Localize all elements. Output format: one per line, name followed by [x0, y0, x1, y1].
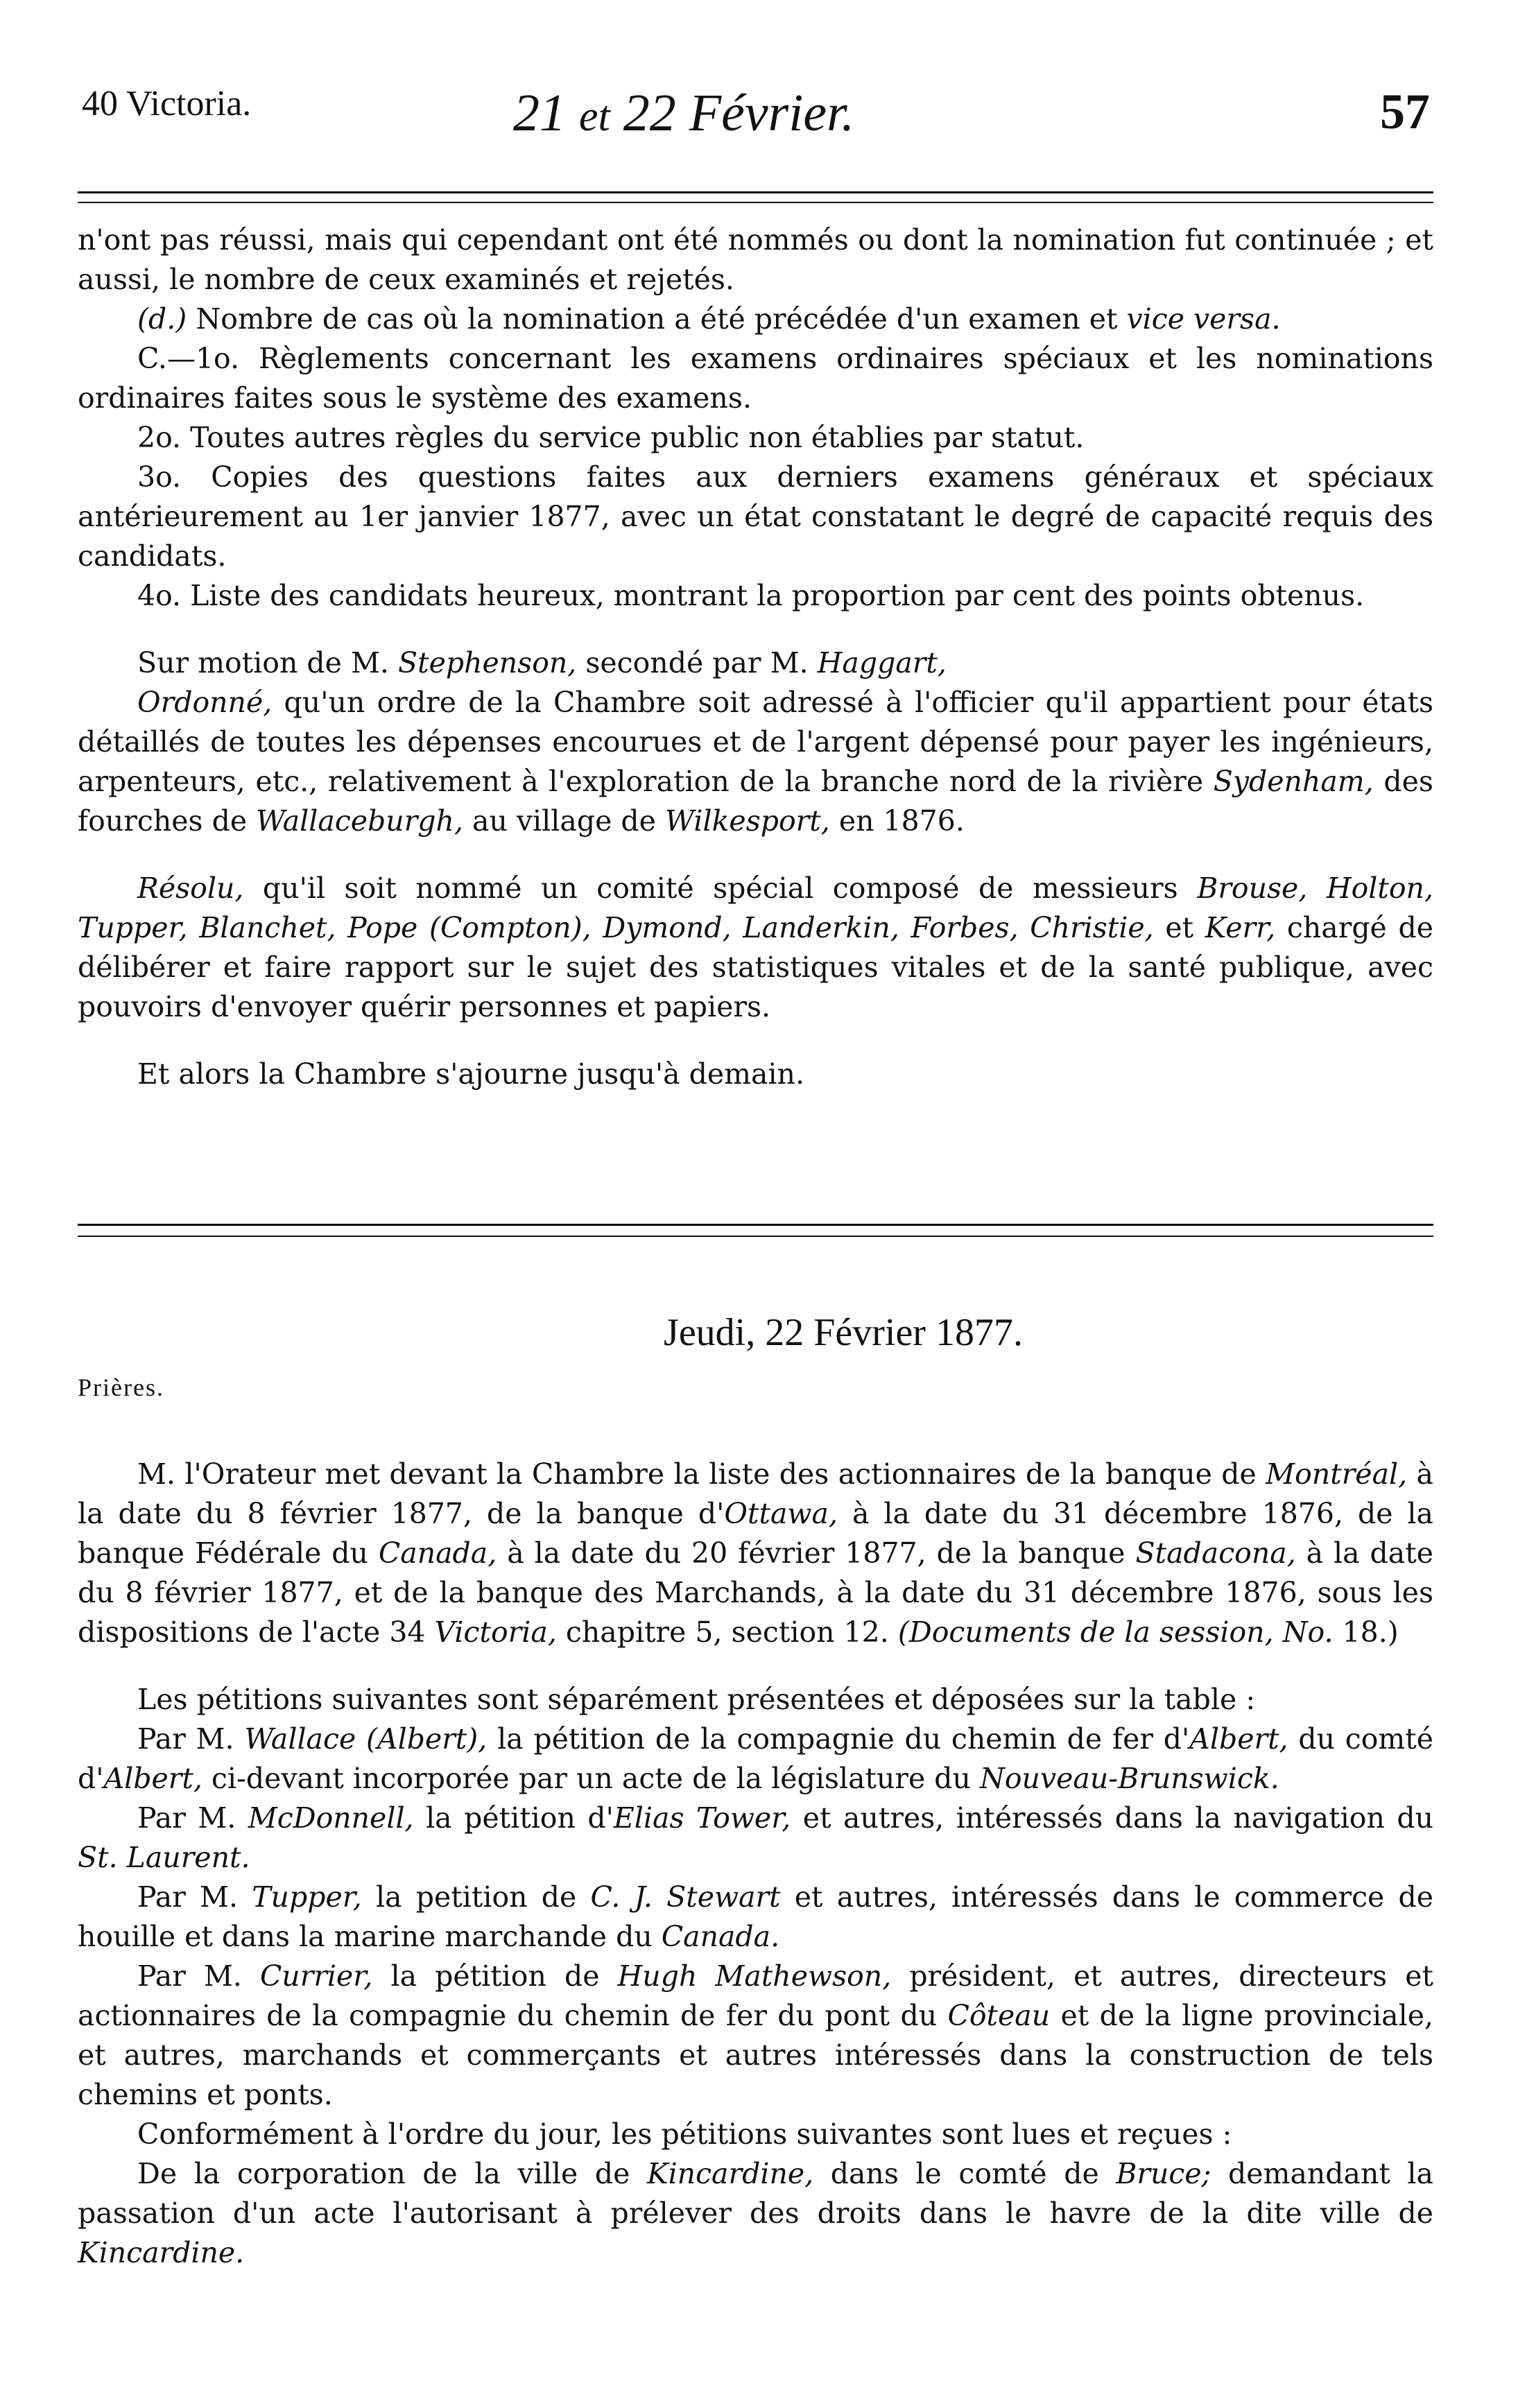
text: Sur motion de M. — [137, 646, 398, 679]
order-word: Ordonné, — [137, 686, 273, 719]
resolution-paragraph — [78, 869, 1433, 1027]
member-list: Brouse, Holton, Tupper, Blanchet, Pope (Compton), Dymond, Landerkin, Forbes, Christie, — [78, 872, 1434, 944]
text: qu'un ordre de la Chambre soit adressé à l'officier qu'il appartient pour états détaillés de toutes les dépenses encourues et de l'argent dépensé pour payer les ingénieurs, arpenteurs, etc., relativement à l'exploration de la branche nord de la rivière — [78, 686, 1433, 798]
bank-name: Stadacona, — [1135, 1536, 1296, 1570]
emphasis: vice versa. — [1126, 302, 1281, 336]
place-name: Kincardine, — [646, 2157, 814, 2190]
member-name: Tupper, — [252, 1880, 362, 1914]
item-label: (d.) — [137, 302, 187, 336]
place-name: Montréal, — [1266, 1457, 1408, 1491]
page-number: 57 — [1380, 84, 1430, 139]
text: en 1876. — [829, 804, 965, 838]
place-name: Sydenham, — [1213, 765, 1374, 798]
text: De la corporation de la ville de — [137, 2157, 647, 2190]
text: la pétition de — [372, 1959, 618, 1993]
member-name: Haggart, — [817, 646, 947, 679]
order-paragraph — [78, 683, 1433, 841]
petition-currier — [78, 1957, 1433, 2115]
place-name: Albert, — [103, 1762, 202, 1795]
text: Par M. — [137, 1801, 248, 1835]
order-of-day-paragraph: Conformément à l'ordre du jour, les pétitions suivantes sont lues et reçues : — [137, 2117, 1232, 2151]
petition-wallace — [78, 1720, 1433, 1799]
text: la pétition de la compagnie du chemin de fer d' — [487, 1722, 1190, 1756]
header-double-rule — [78, 191, 1433, 203]
paragraph-d — [78, 300, 1433, 339]
petition-kincardine — [78, 2154, 1433, 2273]
text: chargé de délibérer et faire rapport sur le sujet des statistiques vitales et de la santé publique, avec pouvoirs d'envoyer quérir personnes et papiers. — [78, 911, 1433, 1023]
section-divider-rule — [78, 1224, 1433, 1237]
paragraph-c1: C.—1o. Règlements concernant les examens ordinaires spéciaux et les nominations ordinaires faites sous le système des examens. — [78, 342, 1433, 415]
paragraph-continued: n'ont pas réussi, mais qui cependant ont été nommés ou dont la nomination fut continuée ; et aussi, le nombre de ceux examinés et rejetés. — [78, 223, 1433, 296]
text: et autres, intéressés dans le commerce de houille et dans la marine marchande du — [78, 1880, 1434, 1953]
place-name: Nouveau-Brunswick. — [980, 1762, 1279, 1795]
text: Nombre de cas où la nomination a été précédée d'un examen et — [187, 302, 1127, 336]
text: Par M. — [137, 1880, 252, 1914]
text: au village de — [463, 804, 665, 838]
resolution-word: Résolu, — [137, 872, 244, 905]
text: et — [1153, 911, 1205, 944]
motion-line — [78, 643, 1433, 683]
running-head-et: et — [579, 93, 610, 140]
text: chapitre 5, section 12. — [556, 1616, 889, 1649]
text: dans le comté de — [813, 2157, 1116, 2190]
bank-list-paragraph — [78, 1455, 1433, 1652]
text: à la date du 20 février 1877, de la banque — [497, 1536, 1136, 1570]
text: ci-devant incorporée par un acte de la législature du — [202, 1762, 980, 1795]
text: à la date du 8 février 1877, et de la banque des Marchands, à la date du 31 décembre 1876, sous les dispositions de l'acte 34 — [78, 1536, 1433, 1649]
member-name: Kerr, — [1205, 911, 1276, 944]
text: la pétition d' — [413, 1801, 614, 1835]
petition-mcdonnell — [78, 1799, 1433, 1878]
text: qu'il soit nommé un comité spécial composé de messieurs — [243, 872, 1198, 905]
place-name: Canada. — [661, 1920, 780, 1953]
petition-tupper — [78, 1878, 1433, 1957]
text: demandant la passation d'un acte l'autorisant à prélever des droits dans le havre de la dite ville de — [78, 2157, 1433, 2230]
running-head-session: 40 Victoria. — [82, 84, 252, 123]
petitioner-name: Hugh Mathewson, — [617, 1959, 892, 1993]
text: du comté d' — [78, 1722, 1433, 1795]
place-name: Kincardine. — [78, 2236, 245, 2269]
text: à la date du 8 février 1877, de la banque d' — [78, 1457, 1433, 1530]
text: secondé par M. — [576, 646, 818, 679]
place-name: Bruce; — [1116, 2157, 1211, 2190]
section-2 — [78, 1455, 1433, 2273]
text: des fourches de — [78, 765, 1433, 838]
member-name: Currier, — [259, 1959, 373, 1993]
member-name: McDonnell, — [248, 1801, 414, 1835]
text: M. l'Orateur met devant la Chambre la liste des actionnaires de la banque de — [137, 1457, 1266, 1491]
text: président, et autres, directeurs et actionnaires de la compagnie du chemin de fer du pont du — [78, 1959, 1433, 2032]
text: et autres, intéressés dans la navigation du — [791, 1801, 1433, 1835]
text: et de la ligne provinciale, et autres, marchands et commerçants et autres intéressés dans la construction de tels chemins et ponts. — [78, 1999, 1433, 2111]
place-name: Côteau — [947, 1999, 1051, 2032]
text: Par M. — [137, 1959, 260, 1993]
place-name: Albert, — [1189, 1722, 1288, 1756]
place-name: Ottawa, — [724, 1497, 838, 1530]
place-name: St. Laurent. — [78, 1841, 250, 1874]
adjournment: Et alors la Chambre s'ajourne jusqu'à demain. — [137, 1057, 804, 1091]
paragraph-c4: 4o. Liste des candidats heureux, montrant la proportion par cent des points obtenus. — [137, 579, 1365, 612]
text: 18.) — [1333, 1616, 1399, 1649]
section-1 — [78, 220, 1433, 1094]
sessional-paper-ref: (Documents de la session, No. — [897, 1616, 1334, 1649]
text: à la date du 31 décembre 1876, de la banque Fédérale du — [78, 1497, 1433, 1570]
place-name: Wallaceburgh, — [256, 804, 463, 838]
place-name: Canada, — [378, 1536, 497, 1570]
petitions-intro: Les pétitions suivantes sont séparément présentées et déposées sur la table : — [137, 1683, 1256, 1716]
text: la petition de — [361, 1880, 591, 1914]
running-head-day-b: 22 — [623, 84, 676, 142]
running-head-date — [513, 83, 854, 144]
member-name: Stephenson, — [398, 646, 577, 679]
petitioner-name: C. J. Stewart — [590, 1880, 781, 1914]
paragraph-c3: 3o. Copies des questions faites aux derniers examens généraux et spéciaux antérieurement au 1er janvier 1877, avec un état constatant le degré de capacité requis des candidats. — [78, 460, 1433, 573]
prayers-heading: Prières. — [78, 1374, 164, 1401]
text: Par M. — [137, 1722, 245, 1756]
running-head-day-a: 21 — [513, 84, 566, 142]
statute-name: Victoria, — [434, 1616, 557, 1649]
paragraph-c2: 2o. Toutes autres règles du service public non établies par statut. — [137, 421, 1085, 454]
place-name: Wilkesport, — [664, 804, 830, 838]
running-head-month: Février. — [689, 84, 855, 142]
sitting-date-heading: Jeudi, 22 Février 1877. — [664, 1311, 1023, 1354]
member-name: Wallace (Albert), — [244, 1722, 488, 1756]
petitioner-name: Elias Tower, — [613, 1801, 791, 1835]
